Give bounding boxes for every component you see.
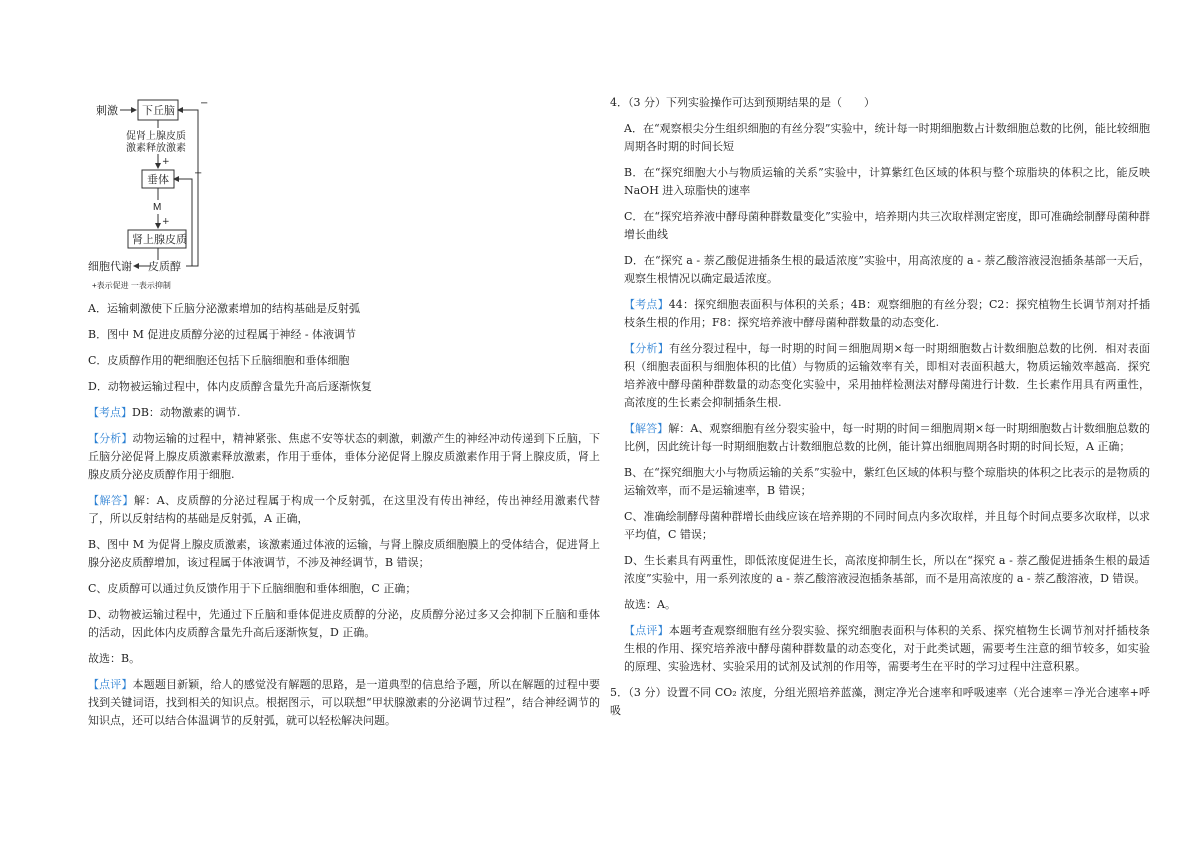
jieda-tag: 【解答】 <box>88 494 134 507</box>
jieda-c: C、皮质醇可以通过负反馈作用于下丘脑细胞和垂体细胞，C 正确； <box>88 582 417 595</box>
crh-label-1: 促肾上腺皮质 <box>126 131 186 142</box>
option-d: D．动物被运输过程中，体内皮质醇含量先升高后逐渐恢复 <box>88 380 372 393</box>
question-5: 5．（3 分）设置不同 CO₂ 浓度，分组光照培养蓝藻，测定净光合速率和呼吸速率（光合速率＝净光合速率+呼吸 <box>610 686 1150 717</box>
adrenal-label: 肾上腺皮质 <box>132 234 187 246</box>
jieda-text: 解：A、皮质醇的分泌过程属于构成一个反射弧，在这里没有传出神经，传出神经用激素代替了，所以反射结构的基础是反射弧，A 正确， <box>88 494 600 525</box>
jieda-d: D、动物被运输过程中，先通过下丘脑和垂体促进皮质醇的分泌，皮质醇分泌过多又会抑制下丘脑和垂体的活动，因此体内皮质醇含量先升高后逐渐恢复，D 正确。 <box>88 608 600 639</box>
kaodian-tag: 【考点】 <box>88 406 132 419</box>
jieda-b: B、图中 M 为促肾上腺皮质激素，该激素通过体液的运输，与肾上腺皮质细胞膜上的受体结合，促进肾上腺分泌皮质醇增加，该过程属于体液调节，不涉及神经调节，B 错误； <box>88 538 600 569</box>
q4-fenxi-paragraph <box>610 340 1150 412</box>
option-c: C．皮质醇作用的靶细胞还包括下丘脑细胞和垂体细胞 <box>88 354 350 367</box>
diagram-legend: +表示促进 一表示抑制 <box>92 281 171 290</box>
hormone-regulation-diagram <box>86 92 226 292</box>
dianping-paragraph <box>88 676 600 730</box>
jieda-paragraph <box>88 492 600 528</box>
q4-jieda-c: C、准确绘制酵母菌种群增长曲线应该在培养期的不同时间点内多次取样，并且每个时间点要多次取样，以求平均值，C 错误； <box>624 510 1150 541</box>
kaodian-text: DB：动物激素的调节. <box>132 406 241 419</box>
q4-option-a: A．在“观察根尖分生组织细胞的有丝分裂”实验中，统计每一时期细胞数占计数细胞总数的比例，能比较细胞周期各时期的时间长短 <box>624 122 1150 153</box>
q4-kaodian-paragraph <box>610 296 1150 332</box>
minus-sign-2: − <box>194 168 203 179</box>
feedback-to-pituitary <box>174 179 192 266</box>
left-column <box>88 300 600 738</box>
answer-line: 故选：B。 <box>88 652 141 665</box>
minus-sign-1: − <box>200 98 209 109</box>
q4-kaodian-text: 44：探究细胞表面积与体积的关系；4B：观察细胞的有丝分裂；C2：探究植物生长调节剂对扦插枝条生根的作用；F8：探究培养液中酵母菌种群数量的动态变化. <box>624 298 1150 329</box>
option-b: B．图中 M 促进皮质醇分泌的过程属于神经 - 体液调节 <box>88 328 357 341</box>
q4-jieda-text: 解：A、观察细胞有丝分裂实验中，每一时期的时间＝细胞周期×每一时期细胞数占计数细胞总数的比例，因此统计每一时期细胞数占计数细胞总数的比例，能计算出细胞周期各时期的时间长短，A 正确； <box>624 422 1150 453</box>
dianping-text: 本题题目新颖，给人的感觉没有解题的思路，是一道典型的信息给予题，所以在解题的过程中要找到关键词语，找到相关的知识点。根据图示，可以联想“甲状腺激素的分泌调节过程”，结合神经调节的知识点，还可以结合体温调节的反射弧，就可以轻松解决问题。 <box>88 678 601 727</box>
q4-jieda-d: D、生长素具有两重性，即低浓度促进生长，高浓度抑制生长，所以在“探究 a - 萘乙酸促进插条生根的最适浓度”实验中，用一系列浓度的 a - 萘乙酸溶液浸泡插条基部，而不是用高浓度的 a - 萘乙酸溶液，D 错误。 <box>624 554 1150 585</box>
m-label: M <box>153 202 162 213</box>
fenxi-paragraph <box>88 430 600 484</box>
plus-sign-2: + <box>162 217 170 227</box>
q4-answer-line: 故选：A。 <box>624 598 676 611</box>
q4-fenxi-tag: 【分析】 <box>624 342 669 355</box>
hypothalamus-label: 下丘脑 <box>142 105 175 117</box>
crh-label-2: 激素释放激素 <box>126 143 186 154</box>
q4-jieda-tag: 【解答】 <box>624 422 669 435</box>
q4-option-b: B．在“探究细胞大小与物质运输的关系”实验中，计算紫红色区域的体积与整个琼脂块的体积之比，能反映 NaOH 进入琼脂快的速率 <box>624 166 1150 197</box>
option-a: A．运输刺激使下丘脑分泌激素增加的结构基础是反射弧 <box>88 302 360 315</box>
q4-fenxi-text: 有丝分裂过程中，每一时期的时间＝细胞周期×每一时期细胞数占计数细胞总数的比例．相对表面积（细胞表面积与细胞体积的比值）与物质的运输效率有关，即相对表面积越大，物质运输效率越高．探究培养液中酵母菌种群数量的动态变化实验中，采用抽样检测法对酵母菌进行计数．生长素作用具有两重性，高浓度的生长素会抑制插条生根. <box>624 342 1150 409</box>
q4-dianping-tag: 【点评】 <box>624 624 669 637</box>
fenxi-tag: 【分析】 <box>88 432 133 445</box>
cortisol-label: 皮质醇 <box>148 261 181 273</box>
q4-jieda-paragraph <box>610 420 1150 456</box>
dianping-tag: 【点评】 <box>88 678 133 691</box>
q4-kaodian-tag: 【考点】 <box>624 298 669 311</box>
q4-dianping-text: 本题考查观察细胞有丝分裂实验、探究细胞表面积与体积的关系、探究植物生长调节剂对扦插枝条生根的作用、探究培养液中酵母菌种群数量的动态变化，对于此类试题，需要考生注意的细节较多，如实验的原理、实验选材、实验采用的试剂及试剂的作用等，需要考生在平时的学习过程中注意积累。 <box>624 624 1151 673</box>
q4-option-c: C．在“探究培养液中酵母菌种群数量变化”实验中，培养期内共三次取样测定密度，即可准确绘制酵母菌种群增长曲线 <box>624 210 1150 241</box>
diagram-svg <box>86 92 226 292</box>
metabolism-label: 细胞代谢 <box>88 261 132 273</box>
kaodian-paragraph <box>88 404 600 422</box>
q4-dianping-paragraph <box>610 622 1150 676</box>
q4-jieda-b: B、在“探究细胞大小与物质运输的关系”实验中，紫红色区域的体积与整个琼脂块的体积之比表示的是物质的运输效率，而不是运输速率，B 错误； <box>624 466 1150 497</box>
question-4: 4．（3 分）下列实验操作可达到预期结果的是（ ） <box>610 96 875 109</box>
pituitary-label: 垂体 <box>147 174 169 186</box>
fenxi-text: 动物运输的过程中，精神紧张、焦虑不安等状态的刺激，刺激产生的神经冲动传递到下丘脑，下丘脑分泌促肾上腺皮质激素释放激素，作用于垂体，垂体分泌促肾上腺皮质激素作用于肾上腺皮质，肾上腺皮质分泌皮质醇作用于细胞. <box>88 432 601 481</box>
q4-option-d: D．在“探究 a - 萘乙酸促进插条生根的最适浓度”实验中，用高浓度的 a - 萘乙酸溶液浸泡插条基部一天后，观察生根情况以确定最适浓度。 <box>624 254 1150 285</box>
plus-sign-1: + <box>162 157 170 167</box>
right-column <box>610 94 1150 728</box>
stimulus-label: 刺激 <box>96 105 118 117</box>
